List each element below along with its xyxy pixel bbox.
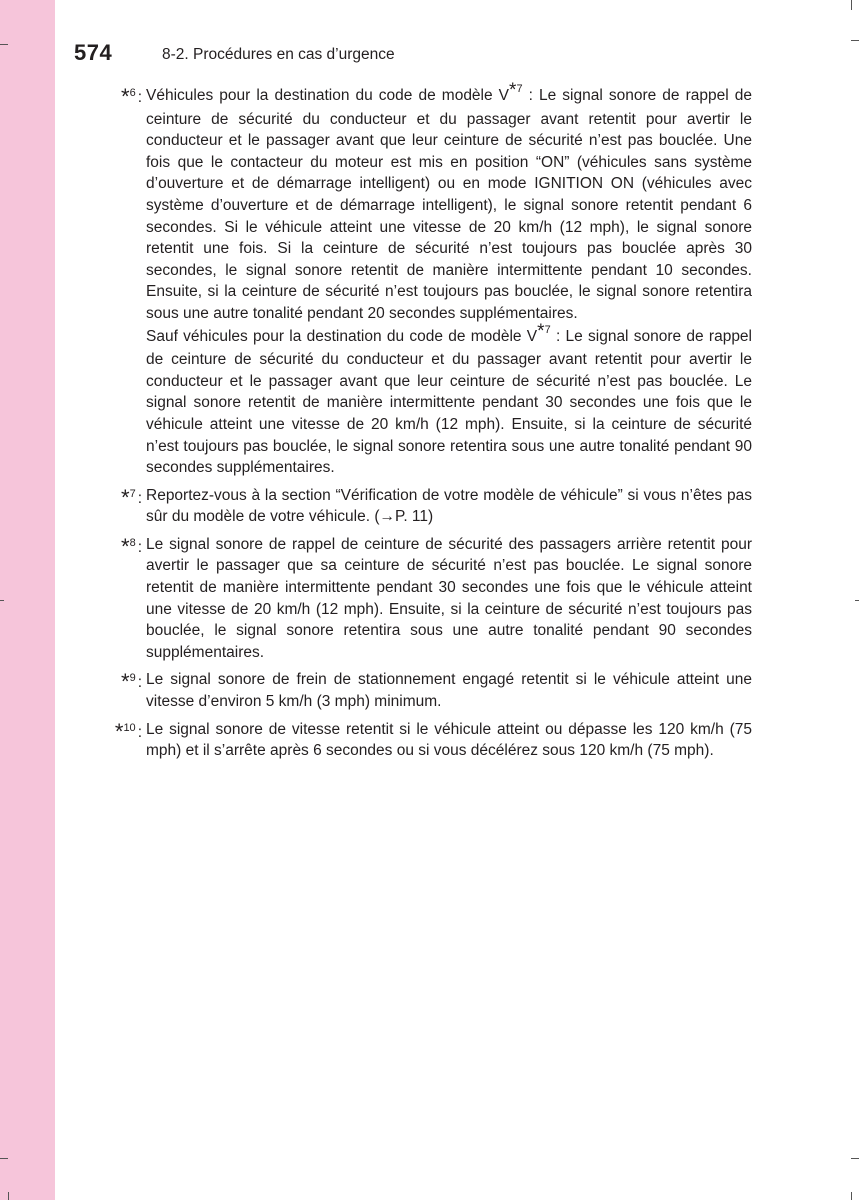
footnote-marker: [96, 719, 142, 746]
colon: :: [137, 89, 142, 106]
footnote-marker: [96, 84, 142, 111]
text-run: : Le signal sonore de rappel de ceinture de sécurité du conducteur et du passager avant retentit pour avertir le conducteur et le passager avant que leur ceinture de sécurité n’est pas bouclée. Une fois que le contacteur du moteur est mis en position “ON” (véhicules sans système d’ouverture et de démarrage intelligent) ou en mode IGNITION ON (véhicules avec système d’ouverture et de démarrage intelligent), le signal sonore retentit pendant 6 secondes. Si le véhicule atteint une vitesse de 20 km/h (12 mph), le signal sonore retentit une fois. Si la ceinture de sécurité n’est toujours pas bouclée après 30 secondes, le signal sonore retentit de manière intermittente pendant 10 secondes. Ensuite, si la ceinture de sécurité n’est toujours pas bouclée, le signal sonore retentira sous une autre tonalité pendant 20 secondes supplémentaires.: [146, 87, 752, 322]
paragraph: [146, 320, 752, 479]
footnote-text: Le signal sonore de frein de stationnement engagé retentit si le véhicule atteint une vitesse d’environ 5 km/h (3 mph) minimum.: [146, 671, 752, 711]
crop-mark: [851, 1158, 859, 1159]
footnote-ref-number: 7: [516, 83, 523, 95]
footnote-number: 10: [123, 721, 136, 734]
footnote-text: Reportez-vous à la section “Vérification de votre modèle de véhicule” si vous n’êtes pas sûr du modèle de votre véhicule. (→P. 11): [146, 486, 752, 526]
footnote-7: [96, 485, 752, 528]
chapter-color-strip: [0, 0, 55, 1200]
footnote-ref-number: 7: [544, 323, 551, 336]
footnote-9: [96, 669, 752, 712]
text-run: : Le signal sonore de rappel de ceinture de sécurité du conducteur et du passager avant retentit pour avertir le conducteur et le passager avant que leur ceinture de sécurité n’est pas bouclée. Le signal sonore retentit de manière intermittente pendant 30 secondes une fois que le véhicule atteint une vitesse de 20 km/h (12 mph). Ensuite, si la ceinture de sécurité n’est toujours pas bouclée, le signal sonore retentira sous une autre tonalité pendant 90 secondes supplémentaires.: [146, 327, 752, 477]
asterisk: *: [121, 84, 130, 109]
footnote-text: Le signal sonore de rappel de ceinture de sécurité des passagers arrière retentit pour avertir le passager que sa ceinture de sécurité n’est pas bouclée. Le signal sonore retentit de manière intermittente pendant 30 secondes une fois que le véhicule atteint une vitesse de 20 km/h (12 mph). Ensuite, si la ceinture de sécurité n’est toujours pas bouclée, le signal sonore retentira sous une autre tonalité pendant 90 secondes supplémentaires.: [146, 535, 752, 661]
footnote-text: Le signal sonore de vitesse retentit si le véhicule atteint ou dépasse les 120 km/h (75 mph) et il s’arrête après 6 secondes ou si vous décélérez sous 120 km/h (75 mph).: [146, 720, 752, 760]
colon: :: [137, 538, 142, 556]
crop-mark: [8, 1192, 9, 1200]
footnote-marker: [96, 669, 142, 696]
asterisk: *: [114, 718, 124, 744]
crop-mark: [851, 40, 859, 41]
crop-mark: [851, 1192, 852, 1200]
asterisk: *: [121, 669, 130, 695]
section-title: 8-2. Procédures en cas d’urgence: [162, 46, 395, 63]
asterisk: *: [537, 320, 545, 342]
footnotes: [96, 80, 752, 768]
page-number: 574: [74, 40, 113, 65]
crop-mark: [855, 600, 859, 601]
crop-mark: [0, 600, 4, 601]
footnote-text: [142, 80, 752, 479]
asterisk: *: [121, 484, 130, 510]
crop-mark: [0, 44, 8, 45]
colon: :: [137, 489, 142, 507]
colon: :: [137, 674, 142, 692]
footnote-10: [96, 719, 752, 762]
footnote-marker: [96, 485, 142, 512]
footnote-number: 9: [129, 672, 136, 685]
footnote-8: [96, 534, 752, 664]
colon: :: [137, 723, 142, 741]
footnote-6: [96, 80, 752, 479]
text-run: Sauf véhicules pour la destination du code de modèle V: [146, 327, 538, 345]
text-run: Véhicules pour la destination du code de modèle V: [146, 87, 510, 104]
asterisk: *: [121, 533, 130, 559]
crop-mark: [851, 0, 852, 10]
asterisk: *: [509, 80, 517, 101]
footnote-marker: [96, 534, 142, 561]
footnote-number: 7: [129, 487, 136, 500]
crop-mark: [0, 1158, 8, 1159]
paragraph: [146, 80, 752, 325]
footnote-number: 6: [129, 87, 136, 99]
footnote-number: 8: [129, 536, 136, 549]
